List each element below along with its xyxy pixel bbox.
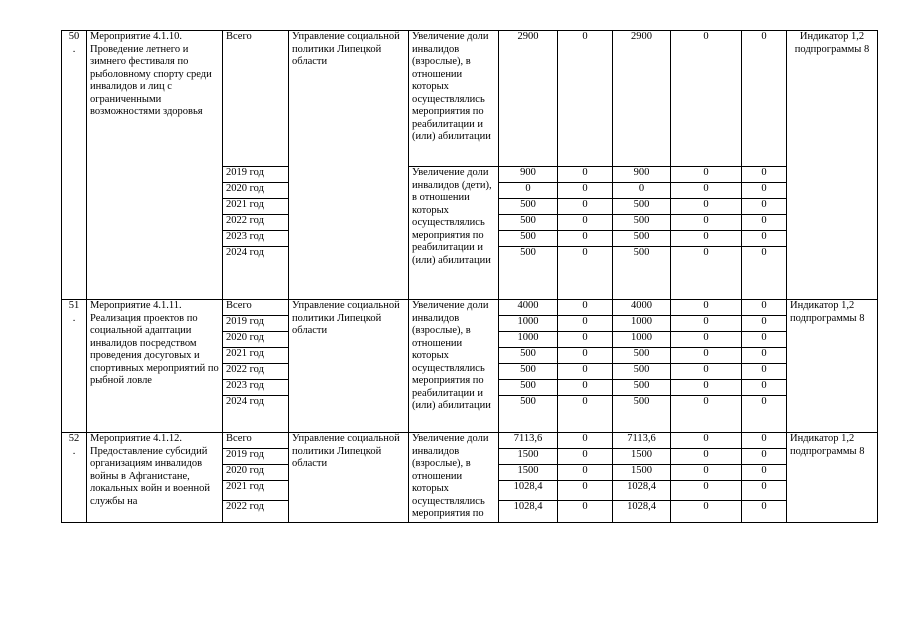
value-cell: 500 bbox=[499, 247, 558, 300]
value-cell: 500 bbox=[613, 215, 671, 231]
value-cell: 4000 bbox=[613, 300, 671, 316]
value-cell: 500 bbox=[613, 247, 671, 300]
value-cell: 0 bbox=[558, 31, 613, 167]
target-indicator-cell: Индикатор 1,2 подпрограммы 8 bbox=[787, 433, 878, 523]
period-cell: 2024 год bbox=[223, 247, 289, 300]
value-cell: 500 bbox=[499, 364, 558, 380]
value-cell: 1000 bbox=[499, 332, 558, 348]
value-cell: 0 bbox=[558, 481, 613, 501]
value-cell: 0 bbox=[558, 465, 613, 481]
activity-name: Мероприятие 4.1.11. Реализация проектов по социальной адаптации инвалидов посредством проведения досуговых и спортивных мероприятий по рыбной ловле bbox=[87, 300, 223, 433]
row-number: 51 . bbox=[62, 300, 87, 433]
value-cell: 0 bbox=[742, 433, 787, 449]
value-cell: 7113,6 bbox=[613, 433, 671, 449]
value-cell: 500 bbox=[499, 348, 558, 364]
period-cell: 2020 год bbox=[223, 465, 289, 481]
value-cell: 0 bbox=[558, 348, 613, 364]
value-cell: 0 bbox=[671, 183, 742, 199]
period-cell: Всего bbox=[223, 31, 289, 167]
value-cell: 0 bbox=[671, 449, 742, 465]
value-cell: 0 bbox=[742, 380, 787, 396]
value-cell: 0 bbox=[671, 380, 742, 396]
value-cell: 0 bbox=[671, 501, 742, 523]
value-cell: 1000 bbox=[499, 316, 558, 332]
value-cell: 500 bbox=[499, 199, 558, 215]
value-cell: 1000 bbox=[613, 332, 671, 348]
value-cell: 500 bbox=[499, 231, 558, 247]
period-cell: 2022 год bbox=[223, 501, 289, 523]
indicator-cell: Увеличение доли инвалидов (дети), в отношении которых осуществлялись мероприятия по реабилитации и (или) абилитации bbox=[409, 167, 499, 300]
activity-name: Мероприятие 4.1.12. Предоставление субсидий организациям инвалидов войны в Афганистане, локальных войн и военной службы на bbox=[87, 433, 223, 523]
value-cell: 1028,4 bbox=[613, 501, 671, 523]
value-cell: 0 bbox=[742, 332, 787, 348]
table-row bbox=[62, 300, 878, 316]
value-cell: 500 bbox=[613, 199, 671, 215]
value-cell: 1028,4 bbox=[499, 501, 558, 523]
value-cell: 500 bbox=[499, 396, 558, 433]
value-cell: 0 bbox=[742, 167, 787, 183]
value-cell: 0 bbox=[558, 231, 613, 247]
value-cell: 900 bbox=[613, 167, 671, 183]
value-cell: 0 bbox=[558, 167, 613, 183]
value-cell: 0 bbox=[671, 316, 742, 332]
value-cell: 0 bbox=[558, 364, 613, 380]
indicator-cell: Увеличение доли инвалидов (взрослые), в отношении которых осуществлялись мероприятия по bbox=[409, 433, 499, 523]
indicator-cell: Увеличение доли инвалидов (взрослые), в отношении которых осуществлялись мероприятия по реабилитации и (или) абилитации bbox=[409, 300, 499, 433]
period-cell: Всего bbox=[223, 300, 289, 316]
period-cell: 2019 год bbox=[223, 316, 289, 332]
program-activities-table bbox=[61, 30, 878, 523]
document-page bbox=[61, 30, 878, 523]
value-cell: 0 bbox=[671, 215, 742, 231]
value-cell: 0 bbox=[558, 316, 613, 332]
value-cell: 0 bbox=[671, 364, 742, 380]
value-cell: 0 bbox=[671, 300, 742, 316]
period-cell: 2022 год bbox=[223, 215, 289, 231]
value-cell: 1500 bbox=[613, 465, 671, 481]
activity-name: Мероприятие 4.1.10. Проведение летнего и зимнего фестиваля по рыболовному спорту среди инвалидов и лиц с ограниченными возможностями здоровья bbox=[87, 31, 223, 300]
target-indicator-cell: Индикатор 1,2 подпрограммы 8 bbox=[787, 300, 878, 433]
value-cell: 0 bbox=[742, 316, 787, 332]
period-cell: 2021 год bbox=[223, 348, 289, 364]
value-cell: 0 bbox=[671, 481, 742, 501]
period-cell: 2020 год bbox=[223, 183, 289, 199]
value-cell: 2900 bbox=[613, 31, 671, 167]
value-cell: 0 bbox=[742, 481, 787, 501]
value-cell: 1028,4 bbox=[613, 481, 671, 501]
period-cell: 2021 год bbox=[223, 481, 289, 501]
value-cell: 0 bbox=[499, 183, 558, 199]
value-cell: 0 bbox=[558, 247, 613, 300]
value-cell: 0 bbox=[671, 31, 742, 167]
value-cell: 0 bbox=[742, 348, 787, 364]
value-cell: 500 bbox=[499, 380, 558, 396]
value-cell: 0 bbox=[558, 433, 613, 449]
target-indicator-cell: Индикатор 1,2 подпрограммы 8 bbox=[787, 31, 878, 300]
value-cell: 500 bbox=[613, 396, 671, 433]
value-cell: 0 bbox=[558, 215, 613, 231]
value-cell: 7113,6 bbox=[499, 433, 558, 449]
value-cell: 0 bbox=[558, 199, 613, 215]
value-cell: 1500 bbox=[499, 465, 558, 481]
executor-cell: Управление социальной политики Липецкой области bbox=[289, 300, 409, 433]
value-cell: 0 bbox=[671, 231, 742, 247]
value-cell: 500 bbox=[613, 348, 671, 364]
value-cell: 0 bbox=[742, 199, 787, 215]
table-row bbox=[62, 31, 878, 167]
period-cell: 2020 год bbox=[223, 332, 289, 348]
value-cell: 0 bbox=[742, 449, 787, 465]
period-cell: 2022 год bbox=[223, 364, 289, 380]
period-cell: 2019 год bbox=[223, 167, 289, 183]
value-cell: 500 bbox=[613, 231, 671, 247]
period-cell: Всего bbox=[223, 433, 289, 449]
value-cell: 0 bbox=[558, 501, 613, 523]
value-cell: 900 bbox=[499, 167, 558, 183]
value-cell: 0 bbox=[671, 396, 742, 433]
value-cell: 0 bbox=[671, 433, 742, 449]
executor-cell: Управление социальной политики Липецкой области bbox=[289, 31, 409, 300]
executor-cell: Управление социальной политики Липецкой области bbox=[289, 433, 409, 523]
value-cell: 0 bbox=[671, 199, 742, 215]
value-cell: 0 bbox=[742, 300, 787, 316]
value-cell: 0 bbox=[558, 183, 613, 199]
value-cell: 0 bbox=[558, 300, 613, 316]
value-cell: 0 bbox=[613, 183, 671, 199]
value-cell: 500 bbox=[499, 215, 558, 231]
value-cell: 500 bbox=[613, 364, 671, 380]
value-cell: 0 bbox=[671, 465, 742, 481]
row-number: 52 . bbox=[62, 433, 87, 523]
value-cell: 0 bbox=[558, 380, 613, 396]
value-cell: 0 bbox=[742, 247, 787, 300]
table-row bbox=[62, 433, 878, 449]
value-cell: 0 bbox=[558, 449, 613, 465]
value-cell: 0 bbox=[742, 465, 787, 481]
value-cell: 0 bbox=[742, 215, 787, 231]
value-cell: 0 bbox=[671, 332, 742, 348]
value-cell: 0 bbox=[742, 231, 787, 247]
value-cell: 0 bbox=[742, 183, 787, 199]
value-cell: 500 bbox=[613, 380, 671, 396]
value-cell: 1500 bbox=[499, 449, 558, 465]
value-cell: 1028,4 bbox=[499, 481, 558, 501]
value-cell: 0 bbox=[558, 332, 613, 348]
value-cell: 0 bbox=[671, 247, 742, 300]
value-cell: 0 bbox=[742, 396, 787, 433]
value-cell: 4000 bbox=[499, 300, 558, 316]
indicator-cell: Увеличение доли инвалидов (взрослые), в отношении которых осуществлялись мероприятия по реабилитации и (или) абилитации bbox=[409, 31, 499, 167]
value-cell: 0 bbox=[558, 396, 613, 433]
value-cell: 0 bbox=[742, 501, 787, 523]
period-cell: 2021 год bbox=[223, 199, 289, 215]
value-cell: 1000 bbox=[613, 316, 671, 332]
value-cell: 0 bbox=[671, 348, 742, 364]
row-number: 50 . bbox=[62, 31, 87, 300]
period-cell: 2019 год bbox=[223, 449, 289, 465]
value-cell: 0 bbox=[742, 31, 787, 167]
period-cell: 2023 год bbox=[223, 380, 289, 396]
value-cell: 0 bbox=[742, 364, 787, 380]
value-cell: 0 bbox=[671, 167, 742, 183]
period-cell: 2023 год bbox=[223, 231, 289, 247]
value-cell: 1500 bbox=[613, 449, 671, 465]
period-cell: 2024 год bbox=[223, 396, 289, 433]
value-cell: 2900 bbox=[499, 31, 558, 167]
